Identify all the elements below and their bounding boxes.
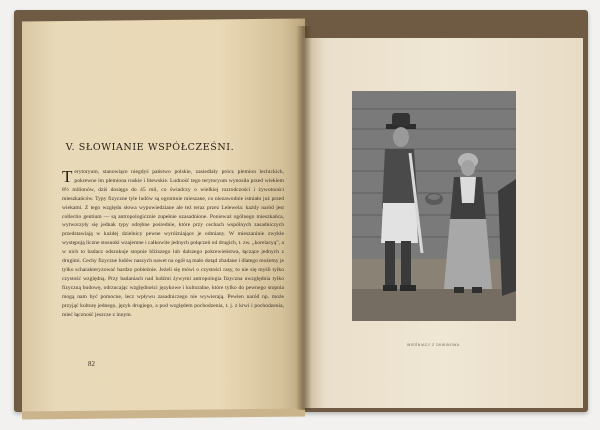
ground-shadow — [352, 289, 516, 321]
body-paragraph — [62, 168, 284, 319]
body-text-block — [62, 168, 284, 319]
photograph-plate — [352, 91, 516, 321]
book-gutter — [296, 26, 312, 410]
peasants-photo — [352, 91, 516, 321]
body-text: erytoryum, stanowiące niegdyś państwo polskie, zasiedlały prócz plemion lechickich, pokrewne im plemiona ruskie i litewskie. Ludność tego terytoryum wynosiła przed wiekiem 8½ milionów, dziś dosięga do 45 mil, co świadczy o wielkiej rozrodczości i żywotności mieszkańców. Typy fizyczne tyle ludów są ogromnie mieszane, co niezawodnie istniało już przed wiekami. Z tego względu słowa wypowiedziane ale też teraz przez Lelewela: każdy naród jest collectio gentium — są antropologicznie zupełnie uzasadnione. Ponieważ ogólnego mieszkańca, wytworzyły się jednak typy odrębne pośrednie, które przy cechach wspólnych zasadniczych przedstawiają w każdej dzielnicy pewne wyróżniające je odmiany. W mieszaninie zwykle występują liczne stosunki wzajemne i całkowite jednych połączeń od drugich, t. zw. „korelacyą”, a w nich to badacz odszukuje stopnie bliższego lub dalszego pokrewieństwa, łączące jednych z drugimi. Cechy fizyczne ludów naszych nawet na ogół są mało dotąd zbadane i dlatego możemy je tylko scharakteryzować bardzo pobieżnie. Jeżeli się mówi o czystości rasy, to nie się myśli tylko czystość względną. Przy badaniach nad ludźmi żywymi antropologia fizyczna uwzględnia tylko fizyczną budowę, odrzucając względności językowe i kulturalne, które tylko do pewnego stopnia mogą nam być pomocne, lecz wpływu zasadniczego nie wywierają. Pewien naród np. może przyjąć kulturę jednego, język drugiego, a pod względem pochodzenia, t. j. z krwi i pochodzenia, mieć łączność jeszcze z innym. — [62, 169, 284, 318]
plate-caption: WIEŚNIACY Z OKWINOWA. — [407, 343, 461, 347]
page-number: 82 — [88, 360, 95, 368]
drop-cap: T — [62, 167, 73, 186]
chapter-title: V. SŁOWIANIE WSPÓŁCZEŚNI. — [65, 142, 235, 153]
